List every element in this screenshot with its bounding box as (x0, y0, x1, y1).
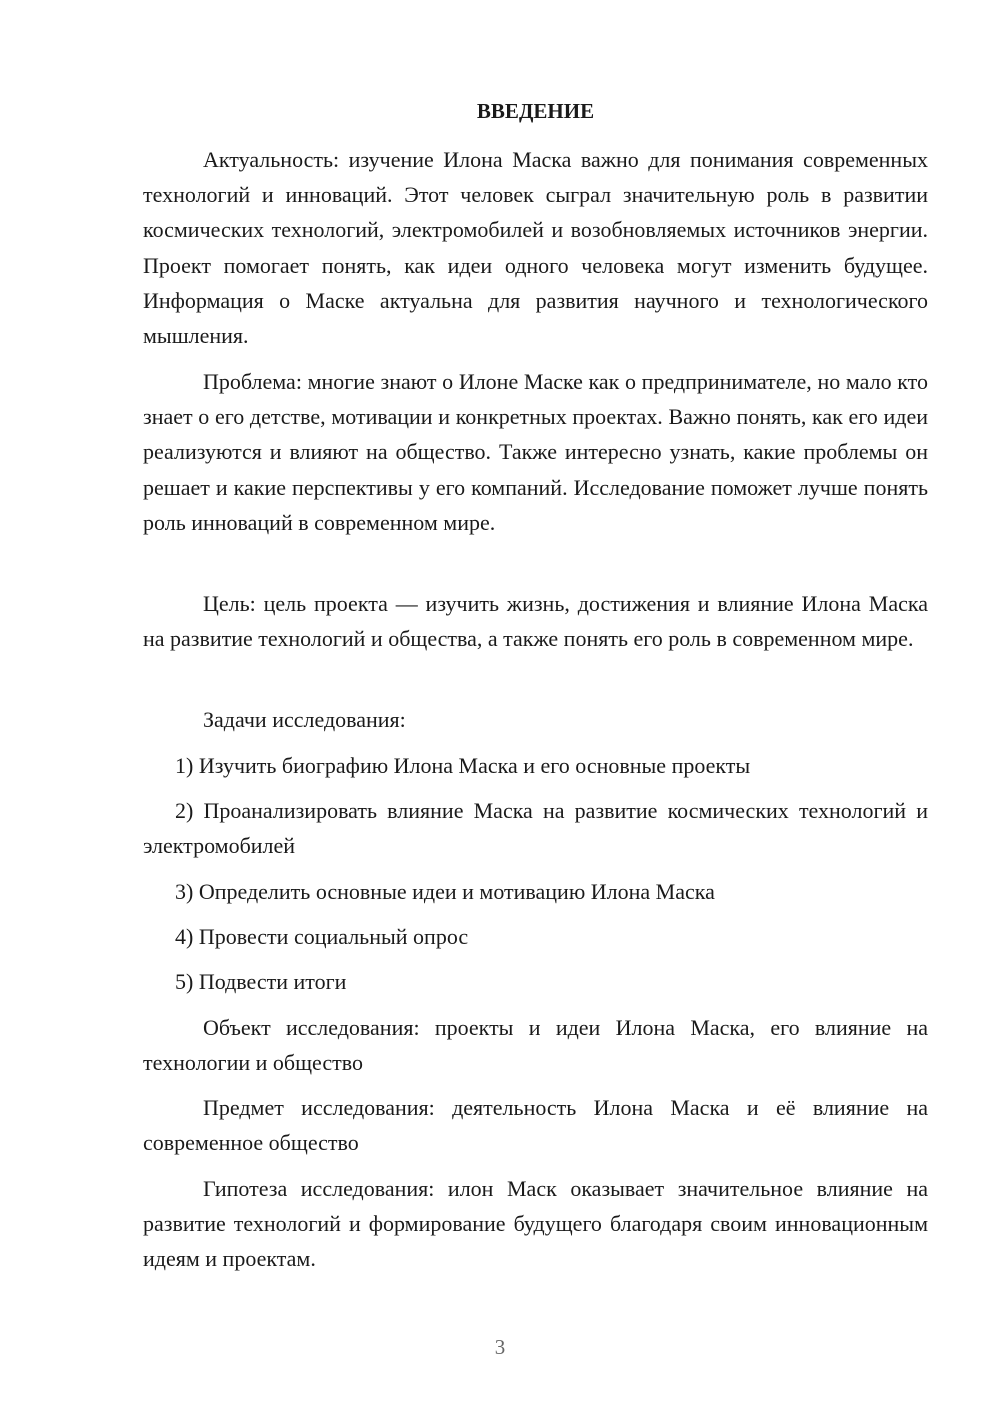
hypothesis-paragraph: Гипотеза исследования: илон Маск оказывает значительное влияние на развитие технологий и формирование будущего благодаря своим инновационным идеям и проектам. (143, 1176, 928, 1272)
subject-paragraph: Предмет исследования: деятельность Илона Маска и её влияние на современное общество (143, 1095, 928, 1156)
relevance-paragraph: Актуальность: изучение Илона Маска важно для понимания современных технологий и инноваций. Этот человек сыграл значительную роль в развитии космических технологий, электромобилей и возобновляемых источников энергии. Проект помогает понять, как идеи одного человека могут изменить будущее. Информация о Маске актуальна для развития научного и технологического мышления. (143, 147, 928, 349)
problem-paragraph: Проблема: многие знают о Илоне Маске как о предпринимателе, но мало кто знает о его детстве, мотивации и конкретных проектах. Важно понять, как его идеи реализуются и влияют на общество. Также интересно узнать, какие проблемы он решает и какие перспективы у его компаний. Исследование поможет лучше понять роль инноваций в современном мире. (143, 369, 928, 535)
tasks-heading: Задачи исследования: (203, 707, 406, 732)
task-item-5: 5) Подвести итоги (175, 969, 347, 994)
task-item-1: 1) Изучить биографию Илона Маска и его основные проекты (175, 753, 751, 778)
object-paragraph: Объект исследования: проекты и идеи Илона Маска, его влияние на технологии и общество (143, 1015, 928, 1076)
page-title: ВВЕДЕНИЕ (476, 99, 595, 123)
goal-paragraph: Цель: цель проекта — изучить жизнь, достижения и влияние Илона Маска на развитие технологий и общества, а также понять его роль в современном мире. (143, 591, 928, 652)
page-number: 3 (494, 1335, 506, 1359)
task-item-3: 3) Определить основные идеи и мотивацию Илона Маска (175, 879, 715, 904)
task-item-4: 4) Провести социальный опрос (175, 924, 469, 949)
task-item-2: 2) Проанализировать влияние Маска на развитие космических технологий и электромобилей (143, 798, 928, 859)
